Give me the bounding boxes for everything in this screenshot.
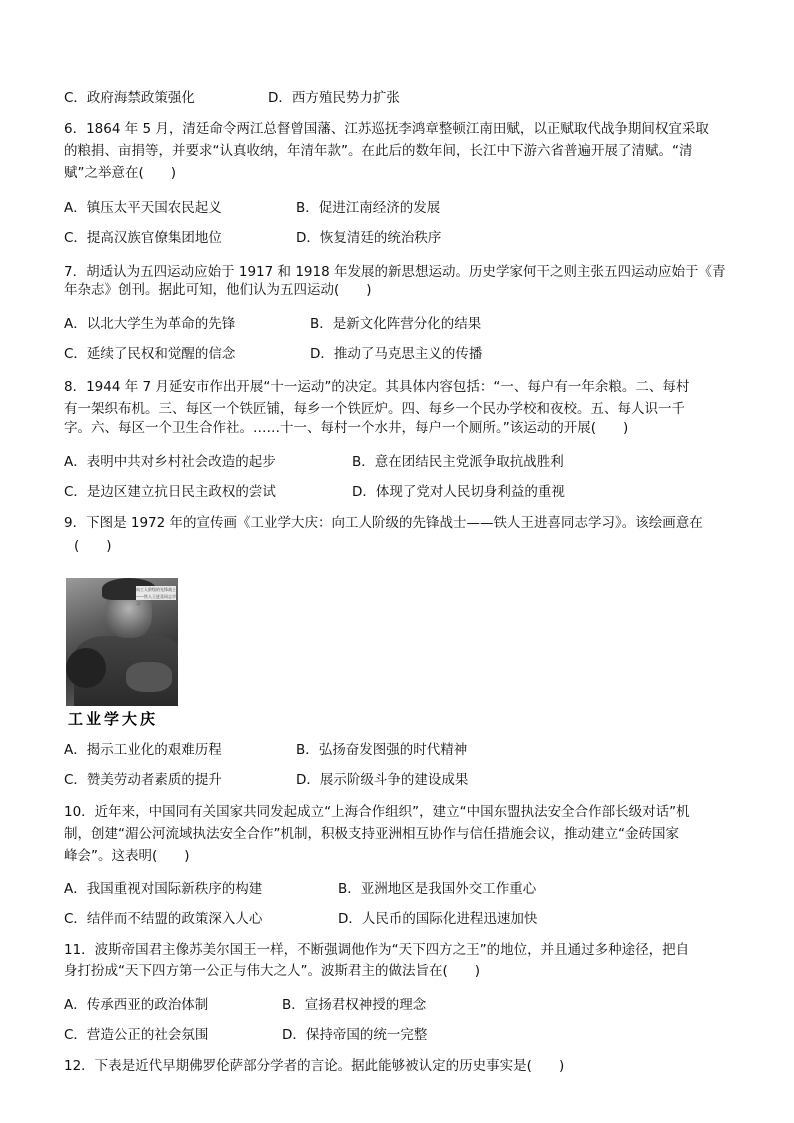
q10-stem-line-1: 10．近年来，中国同有关国家共同发起成立“上海合作组织”，建立“中国东盟执法安全合作部长级对话”机 [64,804,690,820]
q11-option-b: B．宣扬君权神授的理念 [282,997,427,1013]
q10-option-a: A．我国重视对国际新秩序的构建 [64,881,263,897]
q7-option-d: D．推动了马克思主义的传播 [310,346,483,362]
poster-photo [66,578,178,706]
q7-option-b: B．是新文化阵营分化的结果 [310,316,482,332]
q6-option-c: C．提高汉族官僚集团地位 [64,230,222,246]
q10-option-d: D．人民币的国际化进程迅速加快 [338,911,538,927]
q11-stem-line-2: 身打扮成“天下四方第一公正与伟大之人”。波斯君主的做法旨在( ) [64,963,481,979]
poster-caption: 工业学大庆 [68,710,159,728]
q7-option-c: C．延续了民权和觉醒的信念 [64,346,236,362]
q7-stem-line-1: 7．胡适认为五四运动应始于 1917 和 1918 年发展的新思想运动。历史学家何干之则主张五四运动应始于《青 [64,264,726,280]
q8-stem-line-1: 8．1944 年 7 月延安市作出开展“十一运动”的决定。其具体内容包括：“一、每户有一年余粮。二、每村 [64,379,690,395]
q10-stem-line-2: 制，创建“湄公河流域执法安全合作”机制，积极支持亚洲相互协作与信任措施会议，推动建立“金砖国家 [64,826,679,842]
q10-option-c: C．结伴而不结盟的政策深入人心 [64,911,263,927]
q6-option-a: A．镇压太平天国农民起义 [64,200,222,216]
propaganda-poster-image [66,578,178,728]
q9-option-b: B．弘扬奋发图强的时代精神 [296,742,468,758]
q8-option-d: D．体现了党对人民切身利益的重视 [352,484,565,500]
q8-option-c: C．是边区建立抗日民主政权的尝试 [64,484,276,500]
q11-option-d: D．保持帝国的统一完整 [282,1027,428,1043]
q11-stem-line-1: 11．波斯帝国君主像苏美尔国王一样，不断强调他作为“天下四方之王”的地位，并且通过多种途径，把自 [64,942,690,958]
q9-stem-line-1: 9．下图是 1972 年的宣传画《工业学大庆：向工人阶级的先锋战士——铁人王进喜同志学习》。该绘画意在 [64,515,703,531]
q6-stem-line-3: 赋”之举意在( ) [64,165,177,181]
q6-stem-line-2: 的粮捐、亩捐等，并要求“认真收纳，年清年款”。在此后的数年间，长江中下游六省普遍开展了清赋。“清 [64,143,693,159]
q8-stem-line-2: 有一架织布机。三、每区一个铁匠铺，每乡一个铁匠炉。四、每乡一个民办学校和夜校。五、每人识一千 [64,401,685,417]
q5-option-c: C．政府海禁政策强化 [64,90,195,106]
poster-worker-left [66,648,106,688]
q6-option-d: D．恢复清廷的统治秩序 [296,230,442,246]
q9-option-c: C．赞美劳动者素质的提升 [64,772,222,788]
q11-option-a: A．传承西亚的政治体制 [64,997,209,1013]
q12-stem-line-1: 12．下表是近代早期佛罗伦萨部分学者的言论。据此能够被认定的历史事实是( ) [64,1058,565,1074]
q9-option-a: A．揭示工业化的艰难历程 [64,742,222,758]
q7-option-a: A．以北大学生为革命的先锋 [64,316,236,332]
q8-stem-line-3: 字。六、每区一个卫生合作社。……十一、每村一个水井，每户一个厕所。”该运动的开展( ) [64,420,629,436]
q10-stem-line-3: 峰会”。这表明( ) [64,848,190,864]
q8-option-b: B．意在团结民主党派争取抗战胜利 [352,454,564,470]
q6-option-b: B．促进江南经济的发展 [296,200,441,216]
q9-stem-line-2: ( ) [74,538,112,554]
q5-option-d: D．西方殖民势力扩张 [268,90,400,106]
q9-option-d: D．展示阶级斗争的建设成果 [296,772,469,788]
poster-worker-right [126,662,172,692]
q11-option-c: C．营造公正的社会氛围 [64,1027,209,1043]
poster-slogan: 向工人阶级的先锋战士——铁人王进喜同志学习 [136,587,176,606]
q10-option-b: B．亚洲地区是我国外交工作重心 [338,881,537,897]
q7-stem-line-2: 年杂志》创刊。据此可知，他们认为五四运动( ) [64,282,372,298]
q8-option-a: A．表明中共对乡村社会改造的起步 [64,454,276,470]
q6-stem-line-1: 6．1864 年 5 月，清廷命令两江总督曾国藩、江苏巡抚李鸿章整顿江南田赋，以正赋取代战争期间权宜采取 [64,121,709,137]
